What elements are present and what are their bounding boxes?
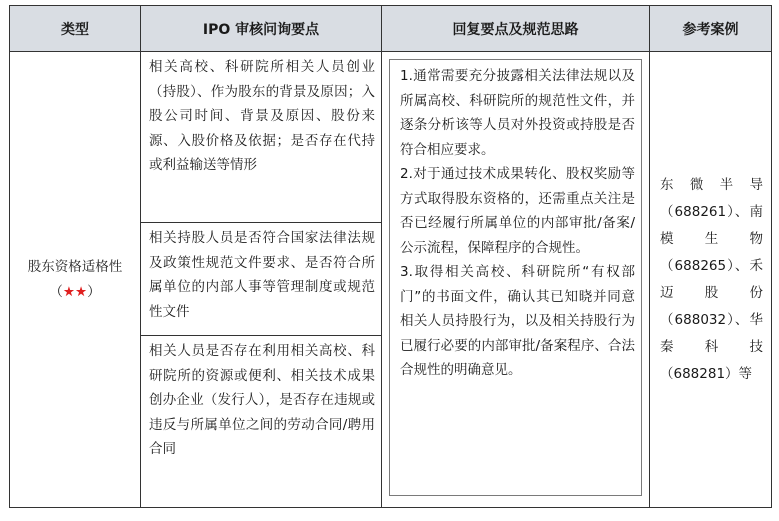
stars-open: （ [49, 283, 63, 300]
case-cell: 东微半导（688261）、南模生物（688265）、禾迈股份（688032）、华秦科技（688281）等 [650, 52, 772, 508]
point-item-1: 相关高校、科研院所相关人员创业（持股）、作为股东的背景及原因；入股公司时间、背景及原因、股份来源、入股价格及依据；是否存在代持或利益输送等情形 [141, 52, 382, 223]
category-cell [10, 52, 141, 508]
table-row [10, 52, 772, 223]
ipo-review-table [9, 5, 772, 508]
header-row [10, 6, 772, 52]
star-icon: ★★ [62, 283, 88, 300]
reply-item-3: 3.取得相关高校、科研院所“有权部门”的书面文件，确认其已知晓并同意相关人员持股行为，以及相关持股行为已履行必要的内部审批/备案程序、合法合规性的明确意见。 [400, 264, 635, 378]
point-item-2: 相关持股人员是否符合国家法律法规及政策性规范文件要求、是否符合所属单位的内部人事等管理制度或规范性文件 [141, 223, 382, 336]
stars-close: ） [87, 283, 101, 300]
reply-item-1: 1.通常需要充分披露相关法律法规以及所属高校、科研院所的规范性文件，并逐条分析该等人员对外投资或持股是否符合相应要求。 [400, 68, 635, 158]
reply-item-2: 2.对于通过技术成果转化、股权奖励等方式取得股东资格的，还需重点关注是否已经履行所属单位的内部审批/备案/公示流程，保障程序的合规性。 [400, 166, 635, 256]
header-reply: 回复要点及规范思路 [382, 6, 650, 52]
category-name: 股东资格适格性 [27, 258, 123, 275]
reply-box [389, 59, 642, 496]
reply-cell [382, 52, 650, 508]
point-item-3: 相关人员是否存在利用相关高校、科研院所的资源或便利、相关技术成果创办企业（发行人），是否存在违规或违反与所属单位之间的劳动合同/聘用合同 [141, 336, 382, 508]
header-case: 参考案例 [650, 6, 772, 52]
header-type: 类型 [10, 6, 141, 52]
header-ipo-point: IPO 审核问询要点 [141, 6, 382, 52]
importance-rating [10, 280, 140, 305]
